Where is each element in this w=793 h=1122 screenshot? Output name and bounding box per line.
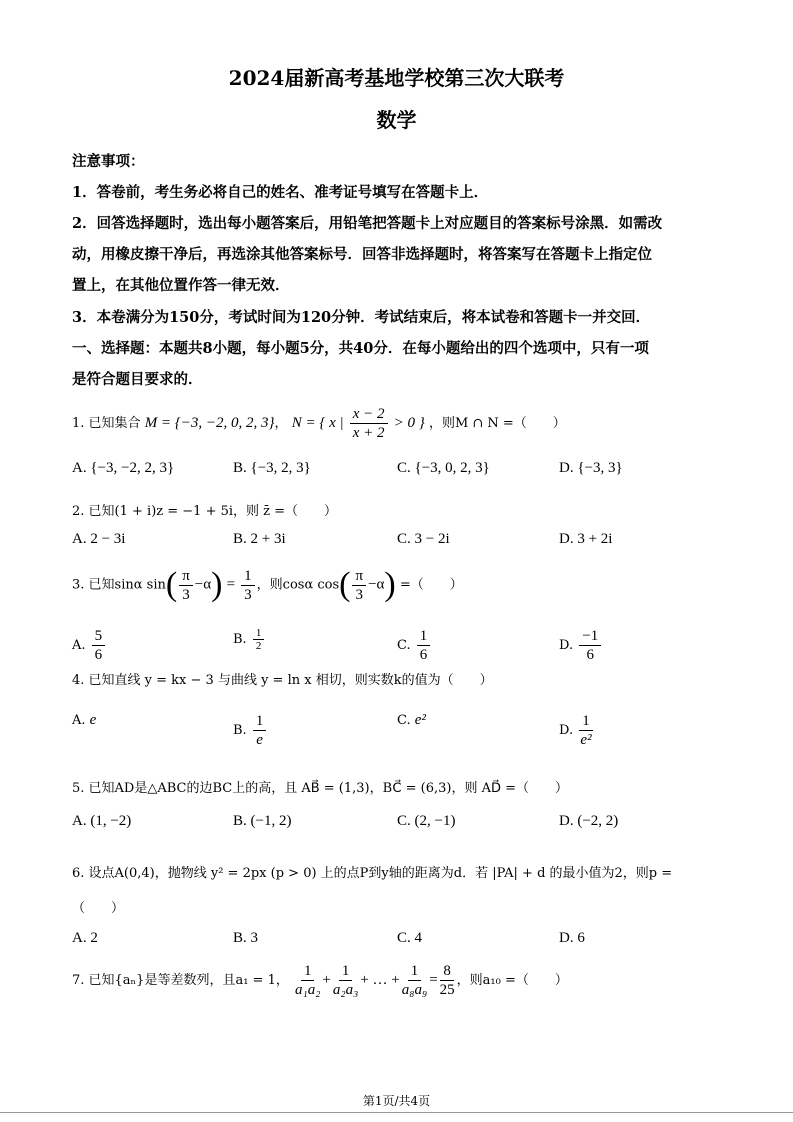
denominator: 6 (586, 647, 594, 663)
option-fraction (92, 627, 106, 664)
denominator: 3 (244, 586, 252, 603)
denominator: e (256, 732, 263, 748)
option-fraction (253, 712, 267, 749)
q1-set-n-post: > 0 } (393, 415, 425, 431)
denominator: a₂a₃ (332, 982, 359, 998)
denominator: 3 (355, 586, 364, 603)
q3-option-d (559, 627, 603, 664)
subject-title: 数学 (376, 108, 417, 132)
question-2: 2. 已知(1 + i)z = −1 + 5i，则 z̄ =（ ） (72, 504, 338, 519)
note-2: 2．回答选择题时，选出每小题答案后，用铅笔把答题卡上对应题目的答案标号涂黑．如需改 (72, 215, 663, 232)
page-number: 第1页/共4页 (362, 1094, 431, 1108)
question-3 (72, 566, 463, 604)
q1-stem-end: ，则M ∩ N =（ ） (428, 416, 566, 431)
q6-option-a: A. 2 (72, 930, 98, 946)
option-label: B. (233, 632, 247, 647)
note-2-cont2: 置上，在其他位置作答一律无效． (72, 277, 290, 294)
numerator: 1 (339, 962, 353, 981)
q3-option-b (233, 627, 266, 652)
q3-minus-alpha: −α (368, 576, 385, 593)
numerator: π (179, 567, 193, 586)
q4-option-a (72, 712, 96, 729)
numerator: 1 (253, 627, 265, 640)
paren: ( (339, 566, 351, 603)
plus: + (322, 972, 331, 988)
q6-option-b: B. 3 (233, 930, 259, 946)
q5-option-c: C. (2, −1) (397, 813, 456, 829)
q7-rhs (440, 962, 455, 999)
note-2-cont: 动，用橡皮擦干净后，再选涂其他答案标号．回答非选择题时，将答案写在答题卡上指定位 (72, 246, 652, 263)
note-3: 3．本卷满分为150分，考试时间为120分钟．考试结束后，将本试卷和答题卡一并交回． (72, 309, 651, 326)
denominator: 3 (182, 586, 190, 603)
q2-option-a: A. 2 − 3i (72, 531, 126, 547)
denominator: 25 (439, 982, 455, 998)
q3-stem-c: =（ ） (399, 577, 463, 593)
q7-term-2 (333, 962, 358, 999)
q3-fraction-2 (352, 567, 366, 604)
paren: ) (211, 566, 223, 603)
q6-option-c: C. 4 (397, 930, 423, 946)
q4-option-c (397, 712, 426, 729)
equals: = (226, 576, 236, 593)
option-label: D. (559, 723, 574, 738)
q4-option-b (233, 712, 268, 749)
denominator: 6 (419, 647, 428, 663)
q1-option-d: D. {−3, 3} (559, 460, 623, 476)
denominator: a₁a₂ (294, 982, 321, 998)
question-7 (72, 962, 568, 999)
denominator: x + 2 (352, 425, 385, 441)
q3-stem-b: ，则cosα cos (256, 577, 340, 593)
option-label: C. (397, 638, 411, 653)
option-fraction (579, 712, 593, 749)
option-label: B. (233, 723, 247, 738)
note-1: 1．答卷前，考生务必将自己的姓名、准考证号填写在答题卡上． (72, 184, 489, 201)
question-1: 1. 已知集合 M = {−3, −2, 0, 2, 3}， N = { x | $\frac{x - 2}{x + 2}$ > 0 } ，则M ∩ N =（ ） (72, 406, 566, 441)
q1-fraction (350, 405, 388, 442)
q3-rhs (241, 567, 255, 604)
denominator: e² (580, 732, 592, 748)
q7-term-1 (295, 962, 320, 999)
q7-stem-end: ，则a₁₀ =（ ） (456, 973, 568, 988)
q6-option-d: D. 6 (559, 930, 585, 946)
question-5: 5. 已知AD是△ABC的边BC上的高，且 AB⃗ = (1,3)，BC⃗ = (6,3)，则 AD⃗ =（ ） (72, 781, 569, 796)
q3-option-c (397, 627, 432, 664)
q1-stem: 1. 已知集合 (72, 416, 141, 431)
q3-minus-alpha: −α (194, 576, 212, 593)
notes-heading: 注意事项： (72, 153, 145, 170)
denominator: 6 (94, 647, 103, 663)
option-label: A. (72, 638, 86, 653)
option-label: C. (397, 713, 411, 728)
numerator: 1 (417, 627, 431, 646)
q4-option-d (559, 712, 595, 749)
q3-option-a (72, 627, 107, 664)
ellipsis: + … + (360, 972, 400, 988)
numerator: −1 (579, 627, 601, 646)
section-heading: 一、选择题：本题共8小题，每小题5分，共40分．在每小题给出的四个选项中，只有一项 (72, 340, 649, 357)
q2-option-c: C. 3 − 2i (397, 531, 450, 547)
question-4: 4. 已知直线 y = kx − 3 与曲线 y = ln x 相切，则实数k的值为（ ） (72, 673, 493, 688)
q7-stem: 7. 已知{aₙ}是等差数列，且a₁ = 1， (72, 973, 289, 988)
page-bottom-divider (0, 1112, 793, 1113)
numerator: 1 (253, 712, 267, 731)
paren: ) (384, 566, 396, 603)
numerator: π (352, 567, 366, 586)
option-value: e (89, 712, 97, 728)
equals: = (429, 972, 438, 988)
q5-option-a: A. (1, −2) (72, 813, 132, 829)
section-heading-cont: 是符合题目要求的． (72, 371, 203, 388)
option-label: A. (72, 713, 86, 728)
q1-option-a: A. {−3, −2, 2, 3} (72, 460, 175, 476)
numerator: 5 (92, 627, 106, 646)
q5-option-d: D. (−2, 2) (559, 813, 619, 829)
numerator: 1 (579, 712, 593, 731)
option-fraction (417, 627, 431, 664)
q2-option-d: D. 3 + 2i (559, 531, 613, 547)
numerator: x − 2 (350, 405, 388, 424)
question-6: 6. 设点A(0,4)，抛物线 y² = 2px (p > 0) 上的点P到y轴的距离为d．若 |PA| + d 的最小值为2，则p = (72, 866, 673, 881)
paren: ( (165, 566, 178, 603)
exam-title: 2024届新高考基地学校第三次大联考 (228, 66, 565, 90)
q5-option-b: B. (−1, 2) (233, 813, 292, 829)
q1-option-b: B. {−3, 2, 3} (233, 460, 311, 476)
denominator: a₈a₉ (401, 982, 428, 998)
option-fraction (579, 627, 601, 664)
q1-option-c: C. {−3, 0, 2, 3} (397, 460, 490, 476)
option-label: D. (559, 638, 574, 653)
numerator: 1 (241, 567, 255, 586)
q2-option-b: B. 2 + 3i (233, 531, 286, 547)
q1-set-m: M = {−3, −2, 0, 2, 3} (144, 415, 275, 431)
numerator: 1 (301, 962, 315, 981)
numerator: 8 (440, 962, 454, 981)
q1-set-n-pre: N = { x | (291, 415, 344, 431)
q6-answer-paren: （ ） (72, 901, 125, 916)
q7-term-3 (402, 962, 427, 999)
option-value: e² (414, 712, 426, 728)
option-fraction (253, 627, 265, 652)
denominator: 2 (255, 640, 262, 652)
numerator: 1 (408, 962, 422, 981)
q3-stem: 3. 已知sinα sin (72, 577, 166, 593)
q3-fraction (179, 567, 193, 604)
